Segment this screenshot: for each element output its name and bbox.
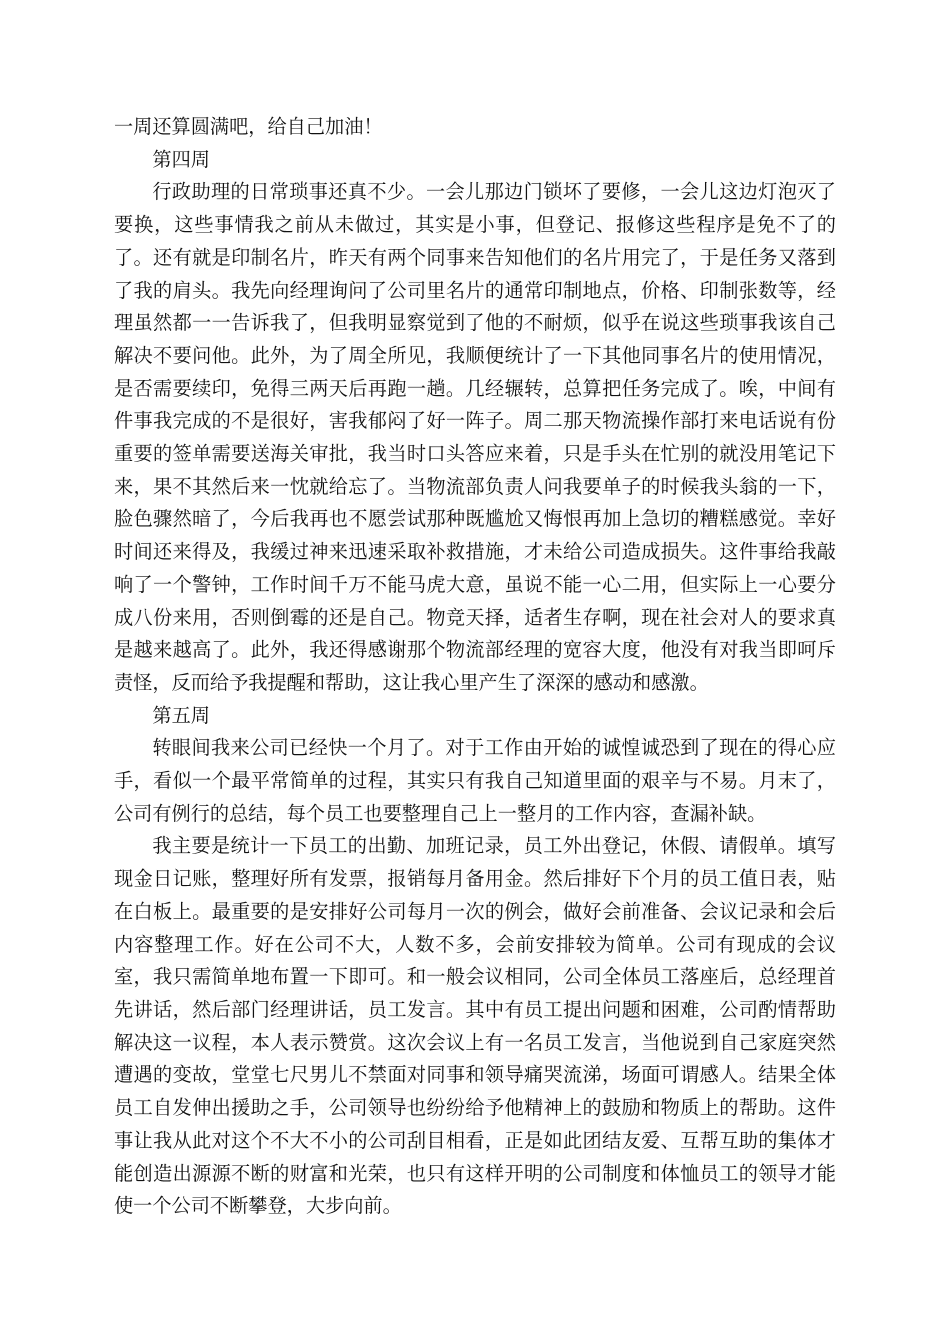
document-page — [114, 111, 836, 1223]
section-heading-week-5: 第五周 — [152, 703, 210, 727]
paragraph-week-5-duties: 我主要是统计一下员工的出勤、加班记录，员工外出登记，休假、请假单。填写现金日记账，整理好所有发票，报销每月备用金。然后排好下个月的员工值日表，贴在白板上。最重要的是安排好公司每月一次的例会，做好会前准备、会议记录和会后内容整理工作。好在公司不大，人数不多，会前安排较为简单。公司有现成的会议室，我只需简单地布置一下即可。和一般会议相同，公司全体员工落座后，总经理首先讲话，然后部门经理讲话，员工发言。其中有员工提出问题和困难，公司酌情帮助解决这一议程，本人表示赞赏。这次会议上有一名员工发言，当他说到自己家庭突然遭遇的变故，堂堂七尺男儿不禁面对同事和领导痛哭流涕，场面可谓感人。结果全体员工自发伸出援助之手，公司领导也纷纷给予他精神上的鼓励和物质上的帮助。这件事让我从此对这个不大不小的公司刮目相看，正是如此团结友爱、互帮互助的集体才能创造出源源不断的财富和光荣，也只有这样开明的公司制度和体恤员工的领导才能使一个公司不断攀登，大步向前。 — [114, 834, 836, 1218]
paragraph-week-4: 行政助理的日常琐事还真不少。一会儿那边门锁坏了要修，一会儿这边灯泡灭了要换，这些事情我之前从未做过，其实是小事，但登记、报修这些程序是免不了的了。还有就是印制名片，昨天有两个同事来告知他们的名片用完了，于是任务又落到了我的肩头。我先向经理询问了公司里名片的通常印制地点，价格、印制张数等，经理虽然都一一告诉我了，但我明显察觉到了他的不耐烦，似乎在说这些琐事我该自己解决不要问他。此外，为了周全所见，我顺便统计了一下其他同事名片的使用情况，是否需要续印，免得三两天后再跑一趟。几经辗转，总算把任务完成了。唉，中间有件事我完成的不是很好，害我郁闷了好一阵子。周二那天物流操作部打来电话说有份重要的签单需要送海关审批，我当时口头答应来着，只是手头在忙别的就没用笔记下来，果不其然后来一忱就给忘了。当物流部负责人问我要单子的时候我头翁的一下，脸色骤然暗了，今后我再也不愿尝试那种既尴尬又悔恨再加上急切的糟糕感觉。幸好时间还来得及，我缓过神来迅速采取补救措施，才未给公司造成损失。这件事给我敲响了一个警钟，工作时间千万不能马虎大意，虽说不能一心二用，但实际上一心要分成八份来用，否则倒霉的还是自己。物竞天择，适者生存啊，现在社会对人的要求真是越来越高了。此外，我还得感谢那个物流部经理的宽容大度，他没有对我当即呵斥责怪，反而给予我提醒和帮助，这让我心里产生了深深的感动和感激。 — [114, 180, 836, 694]
paragraph-week-5-intro: 转眼间我来公司已经快一个月了。对于工作由开始的诚惶诚恐到了现在的得心应手，看似一个最平常简单的过程，其实只有我自己知道里面的艰辛与不易。月末了，公司有例行的总结，每个员工也要整理自己上一整月的工作内容，查漏补缺。 — [114, 736, 836, 825]
closing-line: 一周还算圆满吧，给自己加油！ — [114, 115, 383, 138]
section-heading-week-4: 第四周 — [152, 147, 210, 171]
